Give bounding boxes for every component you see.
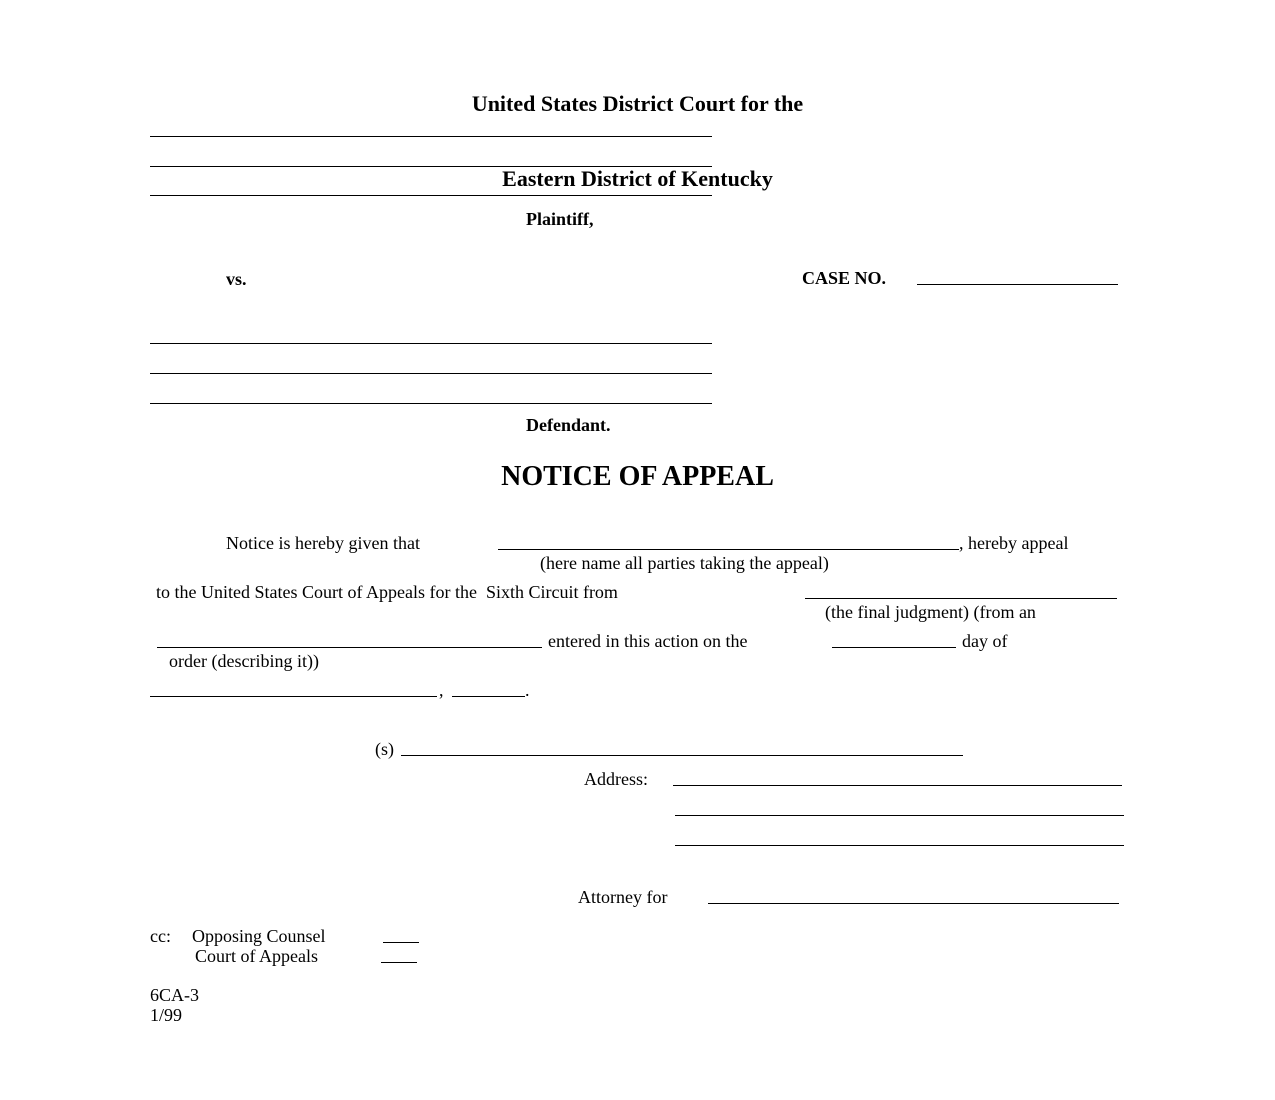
plaintiff-line-3[interactable] xyxy=(150,195,712,196)
order-description-note: order (describing it)) xyxy=(169,651,319,671)
appealing-parties-note: (here name all parties taking the appeal) xyxy=(540,553,829,573)
cc-court-of-appeals-label: Court of Appeals xyxy=(195,946,318,966)
month-field[interactable] xyxy=(150,696,437,697)
court-name-line-1: United States District Court for the xyxy=(471,91,804,116)
appealing-parties-field[interactable] xyxy=(498,549,959,550)
address-line-3[interactable] xyxy=(675,845,1124,846)
plaintiff-label: Plaintiff, xyxy=(526,209,594,229)
case-number-label: CASE NO. xyxy=(802,268,887,288)
address-line-1[interactable] xyxy=(673,785,1122,786)
judgment-note: (the final judgment) (from an xyxy=(825,602,1036,622)
defendant-label: Defendant. xyxy=(526,415,611,435)
notice-text-start: Notice is hereby given that xyxy=(226,533,420,553)
court-name-line-2: Eastern District of Kentucky xyxy=(502,166,773,191)
plaintiff-line-1[interactable] xyxy=(150,136,712,137)
court-of-appeals-text: to the United States Court of Appeals for the Sixth Circuit from xyxy=(156,582,618,602)
day-of-text: day of xyxy=(962,631,1008,651)
year-field[interactable] xyxy=(452,696,525,697)
case-number-field[interactable] xyxy=(917,284,1118,285)
defendant-line-1[interactable] xyxy=(150,343,712,344)
attorney-for-field[interactable] xyxy=(708,903,1119,904)
defendant-line-2[interactable] xyxy=(150,373,712,374)
defendant-line-3[interactable] xyxy=(150,403,712,404)
date-period: . xyxy=(525,680,530,700)
page-title: NOTICE OF APPEAL xyxy=(501,461,774,492)
order-description-field[interactable] xyxy=(157,647,542,648)
entered-on-text: entered in this action on the xyxy=(548,631,748,651)
signature-field[interactable] xyxy=(401,755,963,756)
address-label: Address: xyxy=(584,769,648,789)
attorney-for-label: Attorney for xyxy=(578,887,668,907)
cc-opposing-counsel-check[interactable] xyxy=(383,942,419,943)
cc-opposing-counsel-label: Opposing Counsel xyxy=(192,926,326,946)
address-line-2[interactable] xyxy=(675,815,1124,816)
notice-text-hereby-appeal: , hereby appeal xyxy=(959,533,1069,553)
date-comma: , xyxy=(439,680,444,700)
form-date: 1/99 xyxy=(150,1005,183,1025)
signature-label: (s) xyxy=(375,739,394,759)
cc-label: cc: xyxy=(150,926,171,946)
judgment-field[interactable] xyxy=(805,598,1117,599)
form-code: 6CA-3 xyxy=(150,985,199,1005)
court-header xyxy=(0,41,1275,216)
plaintiff-line-2[interactable] xyxy=(150,166,712,167)
cc-court-of-appeals-check[interactable] xyxy=(381,962,417,963)
versus-label: vs. xyxy=(226,269,247,289)
day-field[interactable] xyxy=(832,647,956,648)
